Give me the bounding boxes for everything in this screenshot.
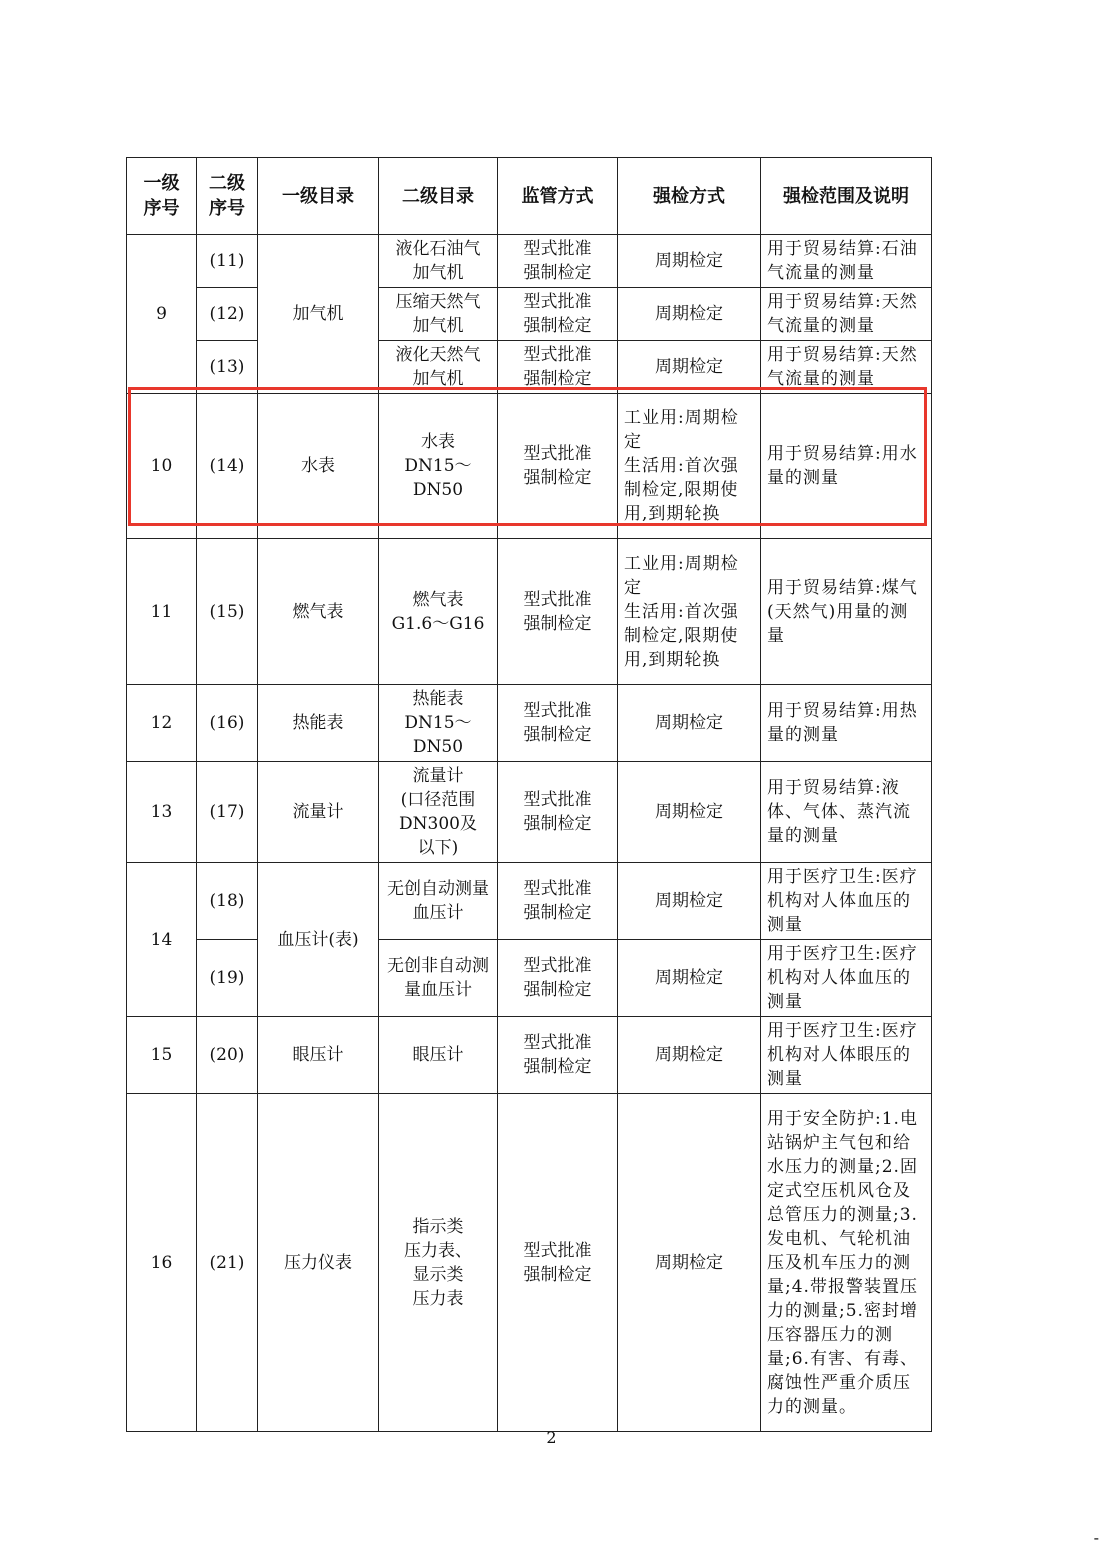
level2-no: (18) <box>197 863 258 940</box>
method-cell: 周期检定 <box>618 940 761 1017</box>
supervision-cell: 型式批准 强制检定 <box>498 863 618 940</box>
scope-cell: 用于贸易结算:煤气(天然气)用量的测量 <box>761 539 932 685</box>
scope-cell: 用于贸易结算:用热量的测量 <box>761 685 932 762</box>
method-cell: 周期检定 <box>618 1094 761 1432</box>
level1-no: 12 <box>127 685 197 762</box>
method-cell: 周期检定 <box>618 1017 761 1094</box>
header-level2-no: 二级 序号 <box>197 158 258 235</box>
scope-cell: 用于贸易结算:天然气流量的测量 <box>761 288 932 341</box>
level2-no: (16) <box>197 685 258 762</box>
level2-no: (12) <box>197 288 258 341</box>
level2-item: 无创非自动测量血压计 <box>379 940 498 1017</box>
level2-item: 眼压计 <box>379 1017 498 1094</box>
table-row <box>127 685 932 762</box>
level2-item: 液化天然气 加气机 <box>379 341 498 394</box>
table-row <box>127 235 932 288</box>
method-cell: 周期检定 <box>618 762 761 863</box>
supervision-cell: 型式批准 强制检定 <box>498 685 618 762</box>
level1-no: 13 <box>127 762 197 863</box>
level1-category: 流量计 <box>258 762 379 863</box>
level1-category: 血压计(表) <box>258 863 379 1017</box>
level1-no: 15 <box>127 1017 197 1094</box>
level2-item: 指示类 压力表、 显示类 压力表 <box>379 1094 498 1432</box>
table-row <box>127 539 932 685</box>
level2-no: (17) <box>197 762 258 863</box>
scope-cell: 用于安全防护:1.电站锅炉主气包和给水压力的测量;2.固定式空压机风仓及总管压力的测量;3.发电机、气轮机油压及机车压力的测量;4.带报警装置压力的测量;5.密封增压容器压力的测量;6.有害、有毒、腐蚀性严重介质压力的测量。 <box>761 1094 932 1432</box>
level2-item: 水表 DN15～DN50 <box>379 394 498 539</box>
method-cell: 周期检定 <box>618 863 761 940</box>
table-header-row <box>127 158 932 235</box>
level2-item: 液化石油气 加气机 <box>379 235 498 288</box>
header-inspection-method: 强检方式 <box>618 158 761 235</box>
scope-cell: 用于医疗卫生:医疗机构对人体眼压的测量 <box>761 1017 932 1094</box>
supervision-cell: 型式批准 强制检定 <box>498 1017 618 1094</box>
method-cell: 工业用:周期检定 生活用:首次强制检定,限期使用,到期轮换 <box>618 394 761 539</box>
supervision-cell: 型式批准 强制检定 <box>498 1094 618 1432</box>
level1-no: 11 <box>127 539 197 685</box>
level1-category: 水表 <box>258 394 379 539</box>
level2-no: (15) <box>197 539 258 685</box>
header-level2-catalog: 二级目录 <box>379 158 498 235</box>
level2-item: 燃气表 G1.6～G16 <box>379 539 498 685</box>
level2-item: 热能表 DN15～DN50 <box>379 685 498 762</box>
scope-cell: 用于贸易结算:液体、气体、蒸汽流量的测量 <box>761 762 932 863</box>
level2-no: (11) <box>197 235 258 288</box>
scope-cell: 用于贸易结算:天然气流量的测量 <box>761 341 932 394</box>
level1-category: 压力仪表 <box>258 1094 379 1432</box>
scope-cell: 用于贸易结算:用水量的测量 <box>761 394 932 539</box>
level2-no: (19) <box>197 940 258 1017</box>
supervision-cell: 型式批准 强制检定 <box>498 940 618 1017</box>
level2-item: 压缩天然气 加气机 <box>379 288 498 341</box>
table-row <box>127 341 932 394</box>
level2-item: 无创自动测量血压计 <box>379 863 498 940</box>
header-level1-catalog: 一级目录 <box>258 158 379 235</box>
header-supervision: 监管方式 <box>498 158 618 235</box>
supervision-cell: 型式批准 强制检定 <box>498 235 618 288</box>
method-cell: 周期检定 <box>618 685 761 762</box>
method-cell: 周期检定 <box>618 288 761 341</box>
level2-no: (14) <box>197 394 258 539</box>
table-row <box>127 1017 932 1094</box>
header-level1-no: 一级 序号 <box>127 158 197 235</box>
supervision-cell: 型式批准 强制检定 <box>498 762 618 863</box>
level1-category: 热能表 <box>258 685 379 762</box>
supervision-cell: 型式批准 强制检定 <box>498 288 618 341</box>
header-scope: 强检范围及说明 <box>761 158 932 235</box>
level1-no: 16 <box>127 1094 197 1432</box>
method-cell: 周期检定 <box>618 341 761 394</box>
table-row <box>127 940 932 1017</box>
corner-mark: - <box>1093 1528 1099 1547</box>
scope-cell: 用于医疗卫生:医疗机构对人体血压的测量 <box>761 863 932 940</box>
level2-no: (20) <box>197 1017 258 1094</box>
level2-no: (21) <box>197 1094 258 1432</box>
level1-category: 燃气表 <box>258 539 379 685</box>
supervision-cell: 型式批准 强制检定 <box>498 341 618 394</box>
method-cell: 工业用:周期检定 生活用:首次强制检定,限期使用,到期轮换 <box>618 539 761 685</box>
table-row-highlighted <box>127 394 932 539</box>
method-cell: 周期检定 <box>618 235 761 288</box>
level1-category: 眼压计 <box>258 1017 379 1094</box>
page-number: 2 <box>546 1428 557 1447</box>
level1-no: 14 <box>127 863 197 1017</box>
table-row <box>127 863 932 940</box>
supervision-cell: 型式批准 强制检定 <box>498 539 618 685</box>
table-row <box>127 1094 932 1432</box>
level1-no: 10 <box>127 394 197 539</box>
level2-item: 流量计 (口径范围 DN300及 以下) <box>379 762 498 863</box>
scope-cell: 用于贸易结算:石油气流量的测量 <box>761 235 932 288</box>
scope-cell: 用于医疗卫生:医疗机构对人体血压的测量 <box>761 940 932 1017</box>
catalog-table <box>126 157 932 1432</box>
supervision-cell: 型式批准 强制检定 <box>498 394 618 539</box>
level1-category: 加气机 <box>258 235 379 394</box>
level1-no: 9 <box>127 235 197 394</box>
table-row <box>127 288 932 341</box>
table-row <box>127 762 932 863</box>
level2-no: (13) <box>197 341 258 394</box>
